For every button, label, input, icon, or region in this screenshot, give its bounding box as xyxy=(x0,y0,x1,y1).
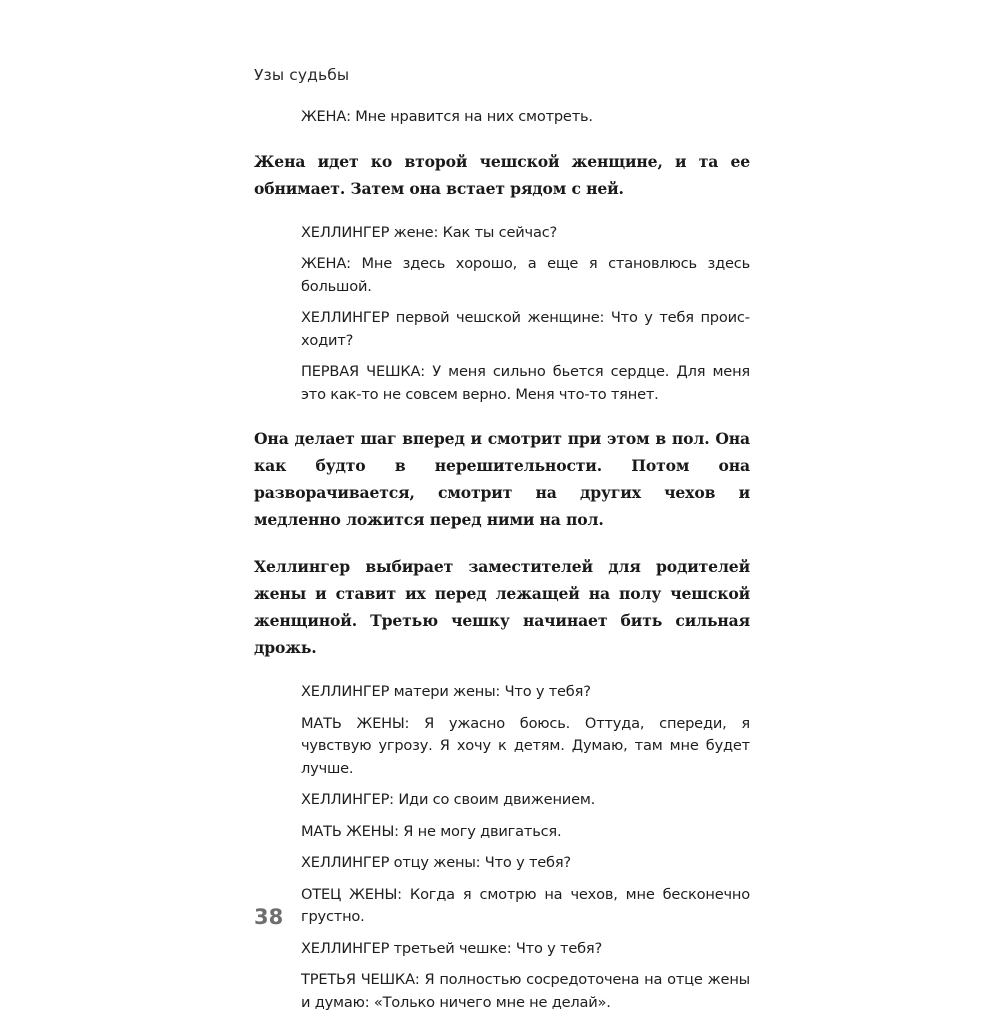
narrative-paragraph: Хеллингер выбирает заместителей для родителей жены и ставит их перед лежащей на полу чешской женщиной. Третью чешку начинает бить сильная дрожь. xyxy=(254,557,750,657)
dialog-line: ХЕЛЛИНГЕР третьей чешке: Что у тебя? xyxy=(301,939,603,957)
dialog-line: ХЕЛЛИНГЕР матери жены: Что у тебя? xyxy=(301,683,591,700)
dialog-line: ХЕЛЛИНГЕР первой чешской женщине: Что у тебя происходит? xyxy=(301,309,750,349)
narrative-paragraph: Она делает шаг вперед и смотрит при этом в пол. Она как будто в нерешительности. Потом она разворачивается, смотрит на других чехов и медленно ложится перед ними на пол. xyxy=(254,429,750,529)
dialog-line: ЖЕНА: Мне нравится на них смотреть. xyxy=(301,108,593,125)
dialog-line: ПЕРВАЯ ЧЕШКА: У меня сильно бьется сердце. Для меня это как-то не совсем верно. Меня что-то тянет. xyxy=(301,363,750,403)
dialog-line: МАТЬ ЖЕНЫ: Я ужасно боюсь. Оттуда, спереди, я чувствую угрозу. Я хочу к детям. Думаю, там мне будет лучше. xyxy=(301,714,750,777)
running-head: Узы судьбы xyxy=(254,66,350,84)
page-body xyxy=(254,106,750,1023)
dialog-line: ОТЕЦ ЖЕНЫ: Когда я смотрю на чехов, мне бесконечно грустно. xyxy=(301,885,750,925)
dialog-line: МАТЬ ЖЕНЫ: Я не могу двигаться. xyxy=(301,822,562,840)
dialog-line: ЖЕНА: Мне здесь хорошо, а еще я становлюсь здесь большой. xyxy=(301,255,750,295)
dialog-line: ХЕЛЛИНГЕР жене: Как ты сейчас? xyxy=(301,223,558,241)
dialog-line: ТРЕТЬЯ ЧЕШКА: Я полностью сосредоточена на отце жены и думаю: «Только ничего мне не делай». xyxy=(301,971,750,1011)
dialog-line: ХЕЛЛИНГЕР: Иди со своим движением. xyxy=(301,791,596,808)
dialog-line: ХЕЛЛИНГЕР отцу жены: Что у тебя? xyxy=(301,854,571,871)
page-number: 38 xyxy=(254,905,284,929)
narrative-paragraph: Жена идет ко второй чешской женщине, и та ее обнимает. Затем она встает рядом с ней. xyxy=(254,151,750,198)
